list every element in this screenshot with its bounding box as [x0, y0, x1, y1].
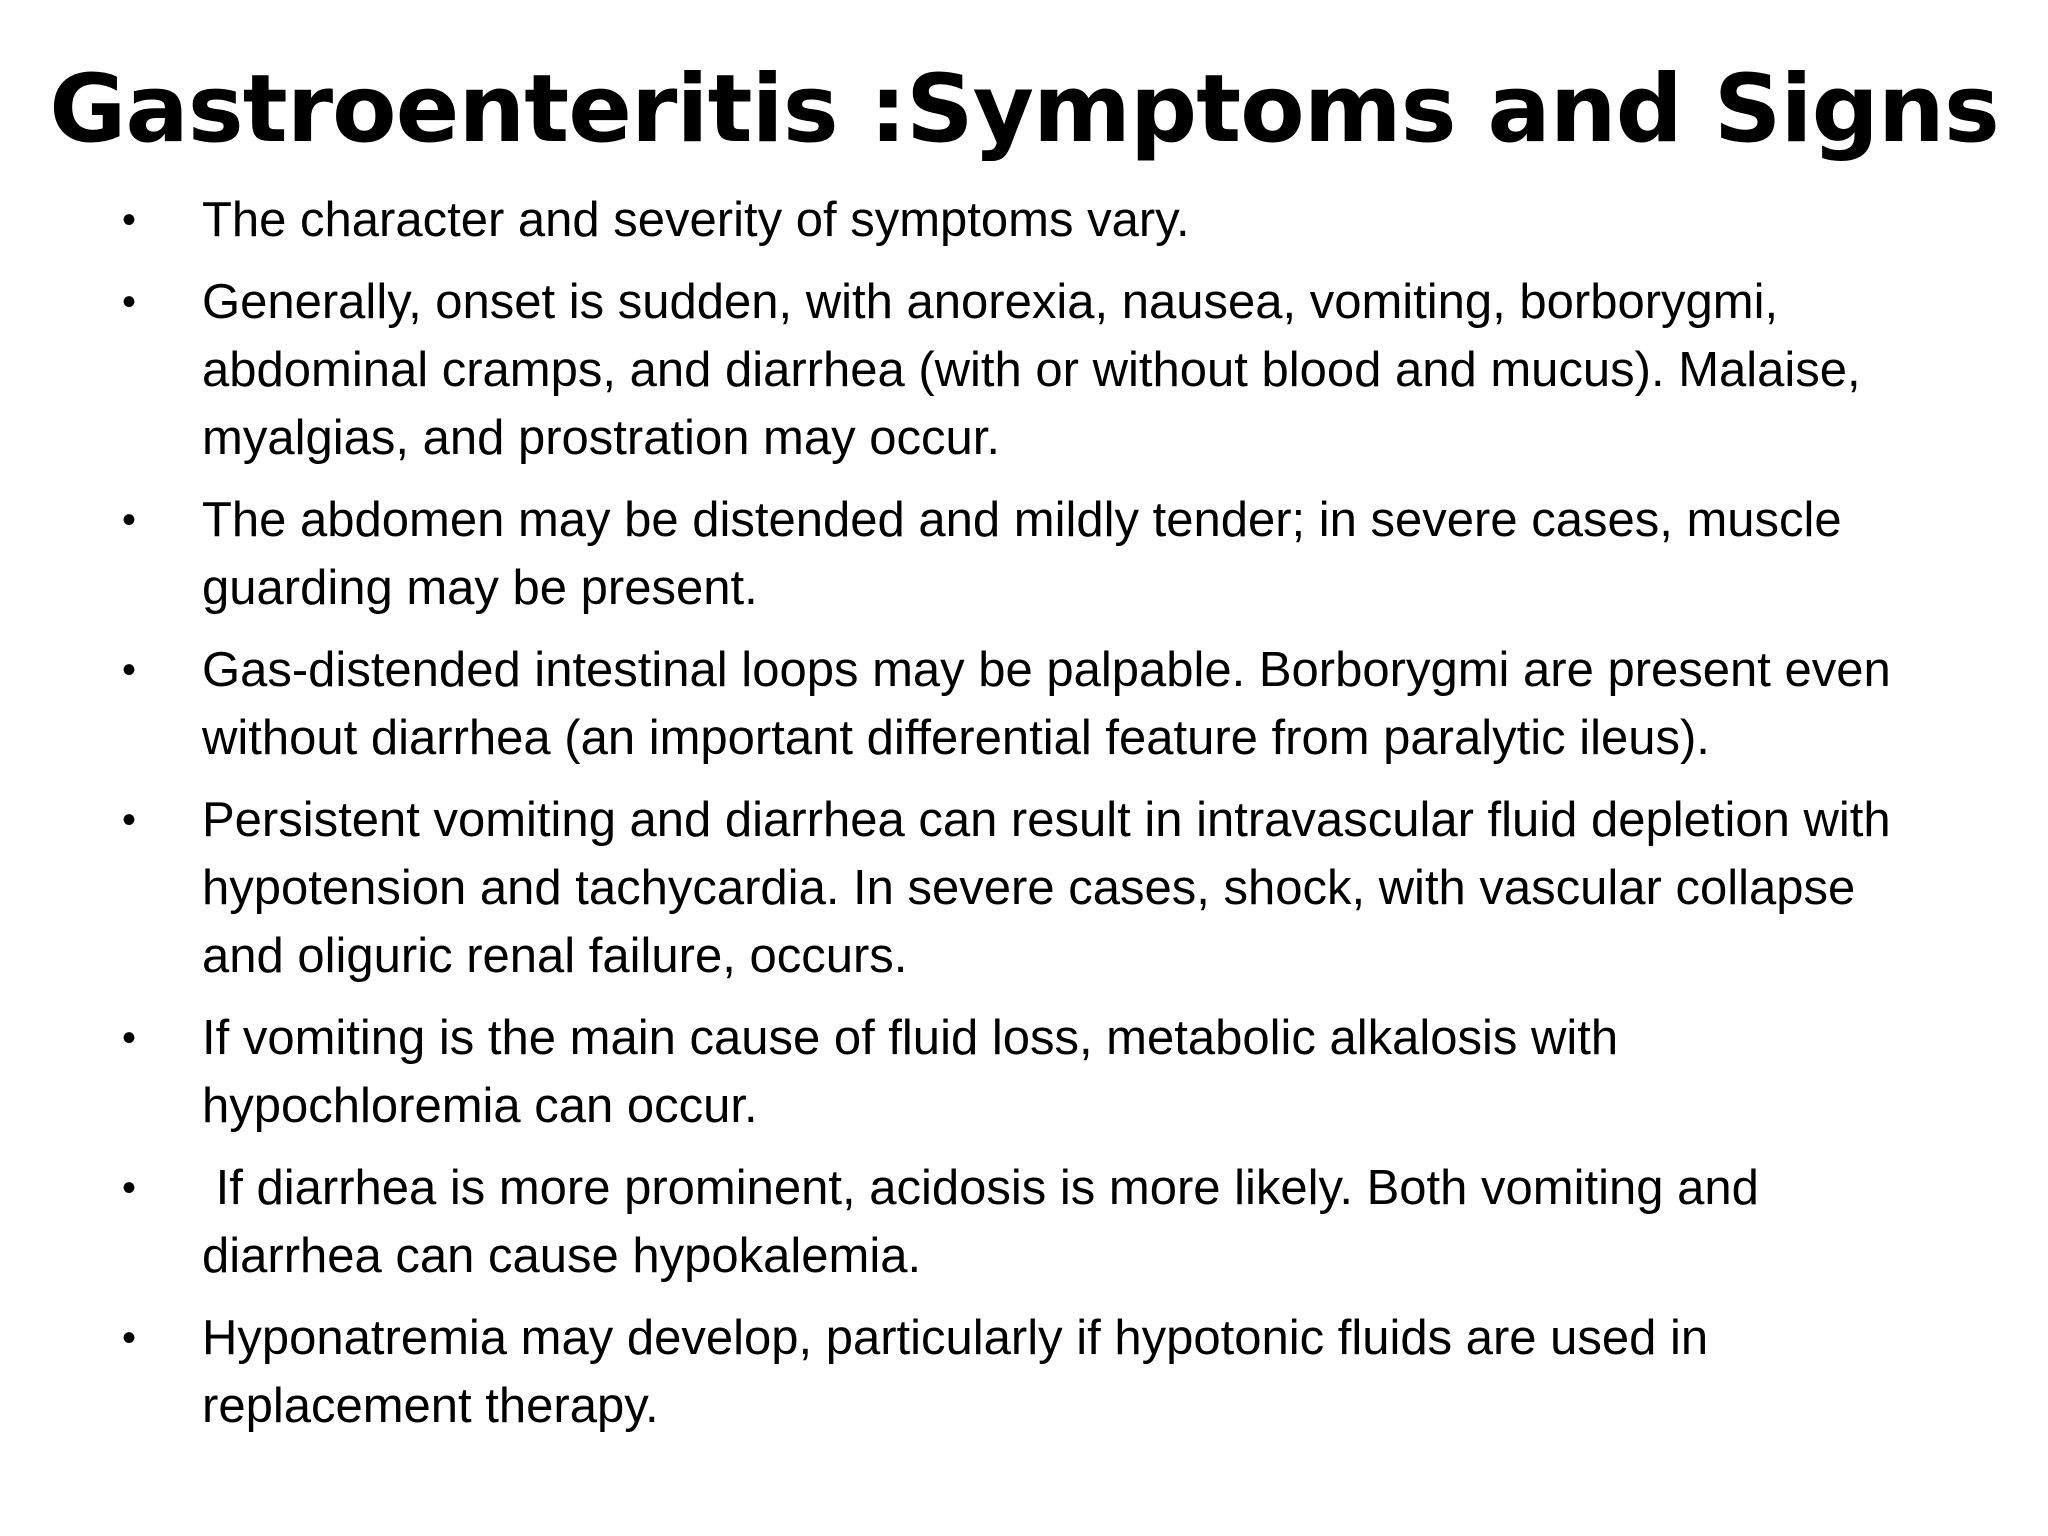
bullet-text: Gas-distended intestinal loops may be palpable. Borborygmi are present even without diarrhea (an important differential feature from paralytic ileus). — [202, 643, 1905, 765]
bullet-icon: • — [122, 198, 137, 242]
bullet-text: If diarrhea is more prominent, acidosis is more likely. Both vomiting and diarrhea can cause hypokalemia. — [202, 1161, 1773, 1283]
bullet-icon: • — [122, 648, 137, 692]
bullet-item — [120, 786, 1950, 990]
bullet-list — [120, 186, 1950, 1454]
bullet-item — [120, 1304, 1950, 1440]
bullet-text: Persistent vomiting and diarrhea can result in intravascular fluid depletion with hypotension and tachycardia. In severe cases, shock, with vascular collapse and oliguric renal failure, occurs. — [202, 793, 1905, 983]
bullet-icon: • — [122, 280, 137, 324]
bullet-item — [120, 1004, 1950, 1140]
bullet-icon: • — [122, 498, 137, 542]
bullet-item — [120, 186, 1950, 254]
bullet-item — [120, 1154, 1950, 1290]
slide-title: Gastroenteritis :Symptoms and Signs — [49, 55, 1999, 164]
bullet-icon: • — [122, 1166, 137, 1210]
bullet-icon: • — [122, 798, 137, 842]
bullet-icon: • — [122, 1316, 137, 1360]
bullet-text: Generally, onset is sudden, with anorexia, nausea, vomiting, borborygmi, abdominal cramps, and diarrhea (with or without blood and mucus). Malaise, myalgias, and prostration may occur. — [202, 275, 1875, 465]
bullet-text: The character and severity of symptoms vary. — [202, 193, 1190, 247]
bullet-item — [120, 268, 1950, 472]
bullet-icon: • — [122, 1016, 137, 1060]
bullet-item — [120, 636, 1950, 772]
bullet-text: If vomiting is the main cause of fluid loss, metabolic alkalosis with hypochloremia can occur. — [202, 1011, 1632, 1133]
bullet-text: The abdomen may be distended and mildly tender; in severe cases, muscle guarding may be present. — [202, 493, 1856, 615]
bullet-text: Hyponatremia may develop, particularly if hypotonic fluids are used in replacement therapy. — [202, 1311, 1722, 1433]
bullet-item — [120, 486, 1950, 622]
